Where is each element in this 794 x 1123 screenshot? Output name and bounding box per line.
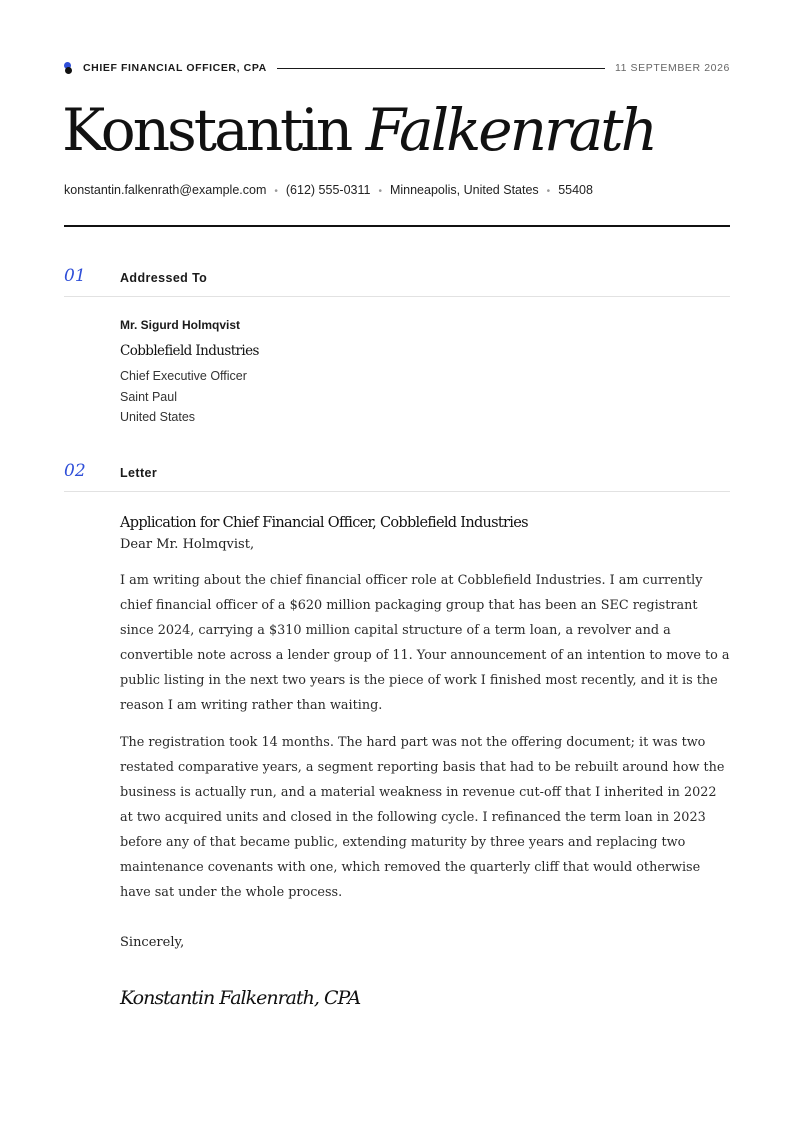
contact-phone[interactable]: (612) 555-0311 xyxy=(285,183,371,197)
first-name: Konstantin xyxy=(62,96,351,164)
header-rule xyxy=(64,225,730,227)
role-label: CHIEF FINANCIAL OFFICER, CPA xyxy=(83,62,267,74)
accent-dot-icon xyxy=(64,62,73,74)
header-top-bar xyxy=(64,58,730,78)
applicant-name xyxy=(62,92,655,168)
letter-subject: Application for Chief Financial Officer, Cobblefield Industries xyxy=(120,515,528,531)
recipient-name: Mr. Sigurd Holmqvist xyxy=(120,318,241,332)
recipient-company: Cobblefield Industries xyxy=(120,343,259,359)
recipient-block xyxy=(120,317,720,428)
letter-paragraph: The registration took 14 months. The hard part was not the offering document; it was two restated comparative years, a segment reporting basis that had to be rebuilt around how the business is actually run, and a material weakness in revenue cut-off that I inherited in 2022 at two acquired units and closed in the following cycle. I refinanced the term loan in 2023 before any of that became public, extending maturity by three years and replacing two maintenance covenants with one, which removed the quarterly cliff that would otherwise have sat under the whole process. xyxy=(120,735,725,900)
recipient-title: Chief Executive Officer xyxy=(120,369,247,383)
letter-date: 11 SEPTEMBER 2026 xyxy=(614,62,730,74)
section-header-addressed-to xyxy=(64,266,730,297)
letter-body xyxy=(120,512,732,1011)
section-number: 02 xyxy=(64,461,86,481)
letter-signature: Konstantin Falkenrath, CPA xyxy=(120,987,361,1009)
contact-email[interactable]: konstantin.falkenrath@example.com xyxy=(64,183,267,197)
contact-postal: 55408 xyxy=(558,183,593,197)
contact-location: Minneapolis, United States xyxy=(389,183,539,197)
last-name: Falkenrath xyxy=(365,96,655,164)
recipient-city: Saint Paul xyxy=(120,389,177,404)
section-title: Letter xyxy=(120,466,158,480)
contact-separator: • xyxy=(274,186,278,197)
contact-separator: • xyxy=(378,186,382,197)
letter-closing: Sincerely, xyxy=(120,935,185,950)
section-title: Addressed To xyxy=(120,271,208,285)
recipient-country: United States xyxy=(120,410,196,424)
header-divider xyxy=(277,68,605,69)
letter-salutation: Dear Mr. Holmqvist, xyxy=(120,537,255,552)
section-header-letter xyxy=(64,461,730,492)
contact-line xyxy=(64,183,593,197)
contact-separator: • xyxy=(546,186,551,197)
section-number: 01 xyxy=(64,266,86,286)
letter-paragraph: I am writing about the chief financial officer role at Cobblefield Industries. I am currently chief financial officer of a $620 million packaging group that has been an SEC registrant since 2024, carrying a $310 million capital structure of a term loan, a revolver and a convertible note across a lender group of 11. Your announcement of an intention to move to a public listing in the next two years is the piece of work I finished most recently, and it is the reason I am writing rather than waiting. xyxy=(120,573,730,713)
